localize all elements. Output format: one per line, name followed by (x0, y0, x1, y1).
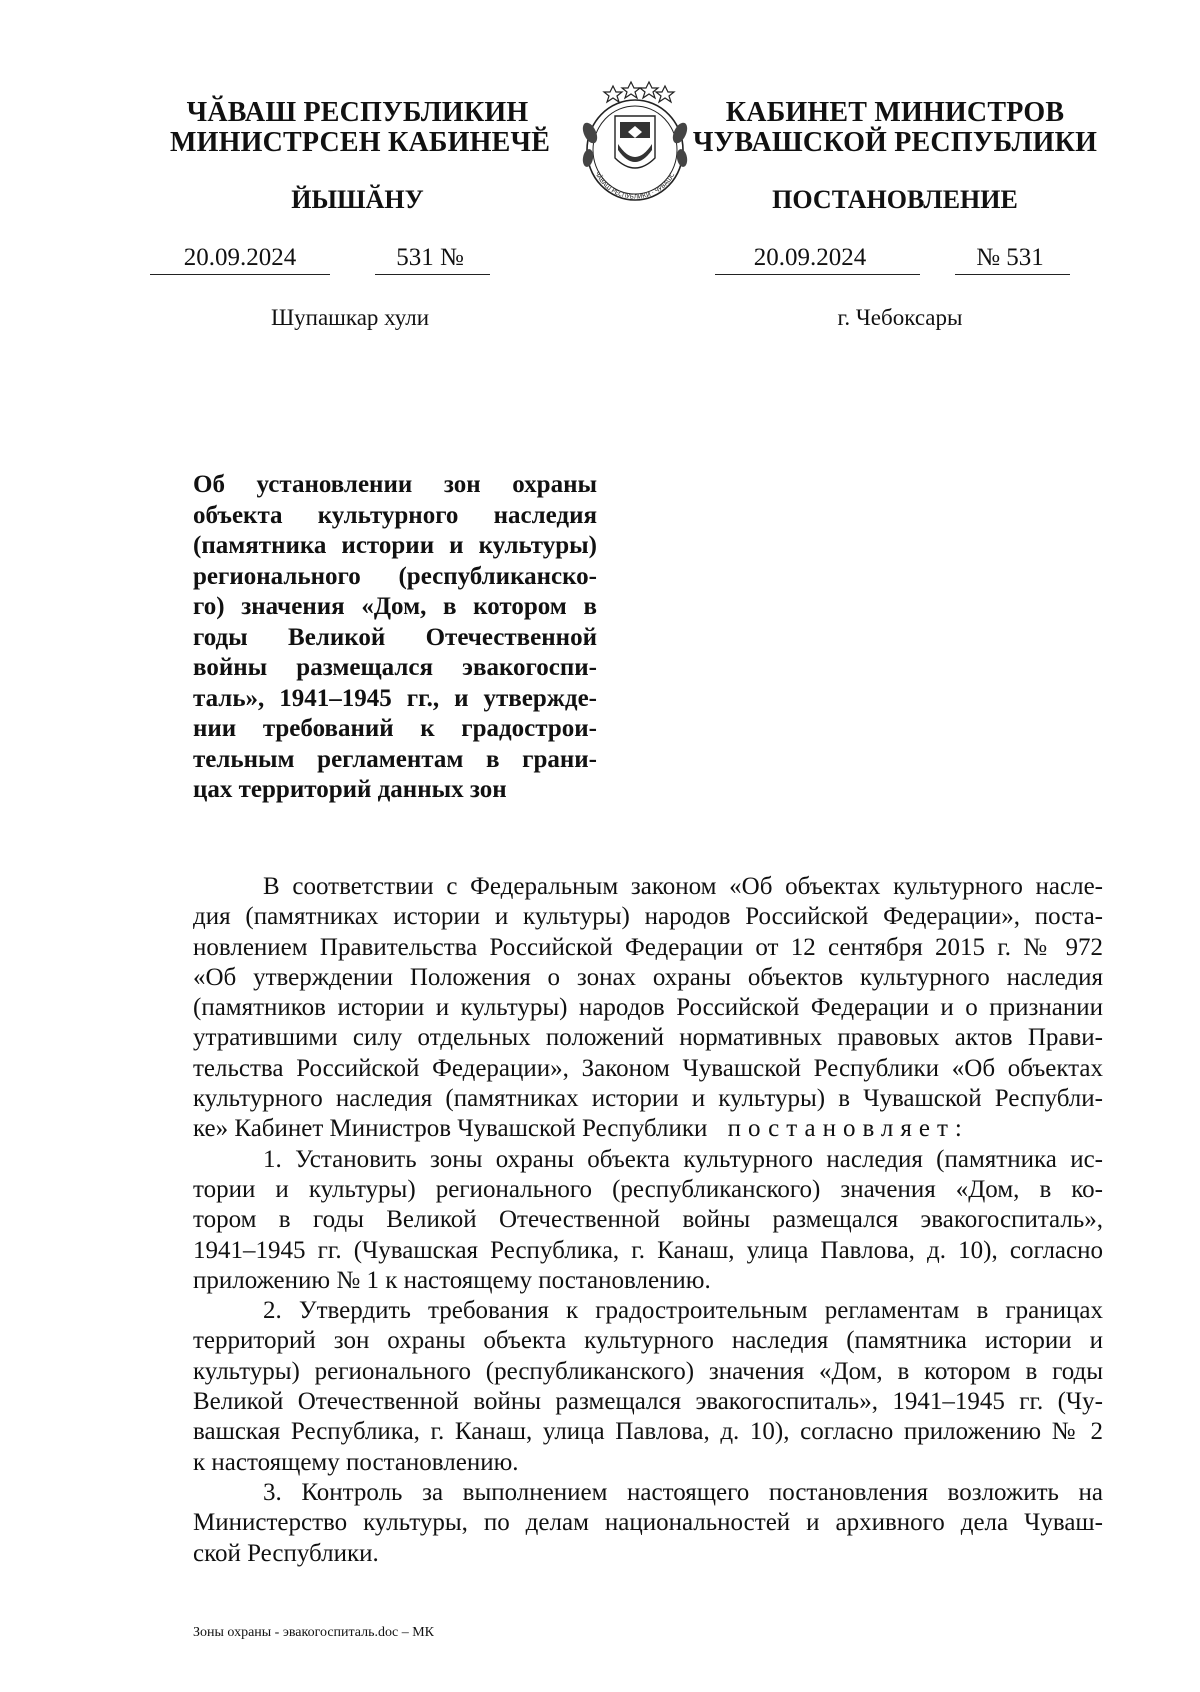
title-line: нии требований к градострои- (193, 715, 597, 742)
right-doc-type: ПОСТАНОВЛЕНИЕ (772, 185, 1018, 214)
item2-line: Великой Отечественной войны размещался эвакогоспиталь», 1941–1945 гг. (Чу- (193, 1388, 1103, 1416)
item3-line: ской Республики. (193, 1539, 379, 1567)
document-title (193, 470, 597, 806)
right-org-line2: ЧУВАШСКОЙ РЕСПУБЛИКИ (692, 127, 1098, 158)
title-line: го) значения «Дом, в котором в (193, 593, 597, 620)
title-line: годы Великой Отечественной (193, 623, 597, 651)
left-org-name (170, 97, 551, 158)
preamble-line: В соответствии с Федеральным законом «Об объектах культурного насле- (263, 873, 1103, 900)
preamble-line: «Об утверждении Положения о зонах охраны объектов культурного наследия (193, 963, 1103, 991)
right-number: № 531 (976, 244, 1044, 271)
left-number: 531 № (396, 244, 464, 271)
item3-line: Министерство культуры, по делам национальностей и архивного дела Чуваш- (193, 1509, 1103, 1537)
preamble-line: утратившими силу отдельных положений нормативных правовых актов Прави- (193, 1024, 1103, 1052)
decree-word: постановляет: (727, 1115, 969, 1143)
right-org-name (690, 98, 1100, 158)
title-line: регионального (республиканско- (193, 562, 597, 590)
left-place: Шупашкар хули (270, 305, 430, 330)
item2-line: 2. Утвердить требования к градостроительным регламентам в границах (263, 1297, 1103, 1325)
right-place: г. Чебоксары (837, 305, 963, 330)
item2-line: к настоящему постановлению. (193, 1448, 519, 1476)
title-line: войны размещался эвакогоспи- (193, 654, 597, 681)
item1-line: тором в годы Великой Отечественной войны размещался эвакогоспиталь», (193, 1206, 1103, 1234)
item-3 (193, 1478, 1103, 1569)
left-doc-type: ЙЫШӐНУ (291, 185, 424, 214)
preamble-line: дия (памятниках истории и культуры) народов Российской Федерации», поста- (193, 903, 1103, 931)
left-org-line1: ЧӐВАШ РЕСПУБЛИКИН (186, 97, 529, 128)
right-date: 20.09.2024 (753, 244, 867, 271)
left-org-line2: МИНИСТРСЕН КАБИНЕЧӖ (170, 127, 551, 158)
preamble-last-line (193, 1114, 1103, 1144)
item2-line: территорий зон охраны объекта культурного наследия (памятника истории и (193, 1327, 1103, 1355)
item2-line: культуры) регионального (республиканского) значения «Дом, в котором в годы (193, 1357, 1103, 1385)
item1-line: 1. Установить зоны охраны объекта культурного наследия (памятника ис- (263, 1145, 1103, 1173)
title-line: таль», 1941–1945 гг., и утвержде- (193, 684, 597, 712)
preamble-line: культурного наследия (памятниках истории и культуры) в Чувашской Республи- (193, 1085, 1103, 1113)
preamble-line: тельства Российской Федерации», Законом Чувашской Республики «Об объектах (193, 1054, 1103, 1082)
item3-line: 3. Контроль за выполнением настоящего постановления возложить на (263, 1478, 1103, 1506)
right-date-underline (715, 274, 920, 275)
title-line: Об установлении зон охраны (193, 471, 597, 498)
left-date: 20.09.2024 (183, 244, 297, 271)
left-number-underline (375, 274, 490, 275)
preamble (193, 872, 1103, 1114)
right-org-line1: КАБИНЕТ МИНИСТРОВ (725, 97, 1065, 128)
item1-line: тории и культуры) регионального (республиканского) значения «Дом, в ко- (193, 1175, 1103, 1203)
document-body (193, 872, 1103, 1569)
emblem (570, 78, 700, 208)
footer-filename: Зоны охраны - эвакогоспиталь.doc – МК (193, 1625, 435, 1640)
item-1 (193, 1145, 1103, 1296)
coat-of-arms-icon (570, 78, 700, 208)
title-line: объекта культурного наследия (193, 501, 597, 529)
title-line: цах территорий данных зон (193, 776, 507, 803)
title-line: тельным регламентам в грани- (193, 745, 597, 773)
item-2 (193, 1296, 1103, 1478)
item2-line: вашская Республика, г. Канаш, улица Павлова, д. 10), согласно приложению № 2 (193, 1418, 1103, 1446)
left-date-underline (150, 274, 330, 275)
title-line: (памятника истории и культуры) (193, 532, 597, 559)
preamble-last-text: ке» Кабинет Министров Чувашской Республики (193, 1115, 708, 1143)
right-number-underline (955, 274, 1070, 275)
item1-line: 1941–1945 гг. (Чувашская Республика, г. Канаш, улица Павлова, д. 10), согласно (193, 1236, 1103, 1264)
preamble-line: (памятников истории и культуры) народов Российской Федерации и о признании (193, 994, 1103, 1022)
emblem-ribbon-text: ЧӐВАШ РЕСПУБЛИКИ · ЧУВАШС (593, 170, 677, 201)
item1-line: приложению № 1 к настоящему постановлению. (193, 1266, 711, 1294)
preamble-line: новлением Правительства Российской Федерации от 12 сентября 2015 г. № 972 (193, 933, 1103, 961)
